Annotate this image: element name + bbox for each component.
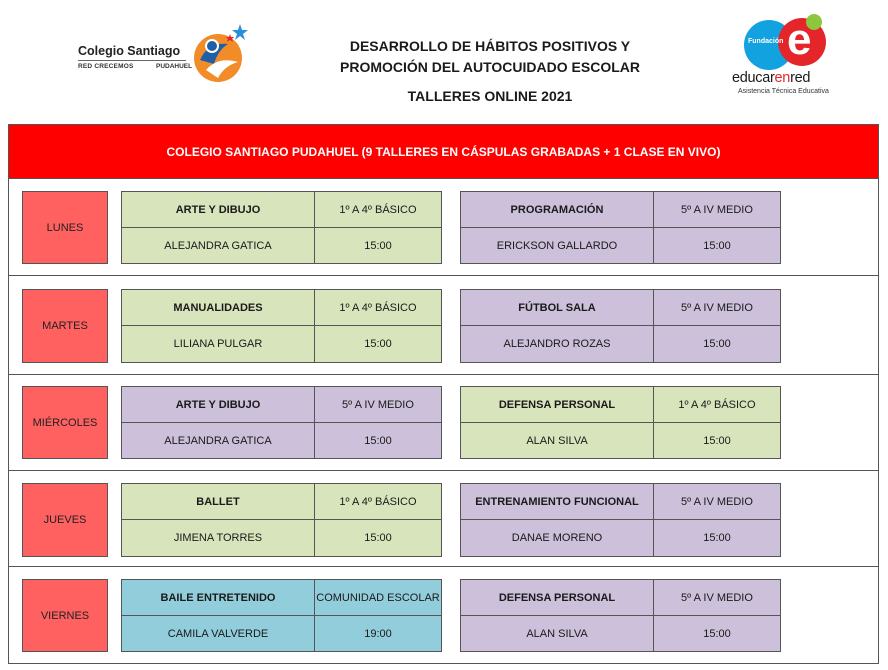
workshop-name: FÚTBOL SALA <box>460 289 654 326</box>
educarenred-logo <box>730 14 840 100</box>
workshop-right <box>460 289 781 363</box>
workshop-teacher: DANAE MORENO <box>460 519 654 557</box>
workshop-level: 1º A 4º BÁSICO <box>314 191 442 228</box>
workshop-teacher: ALEJANDRA GATICA <box>121 422 315 459</box>
workshop-time: 15:00 <box>314 227 442 264</box>
logo-tagline: Asistencia Técnica Educativa <box>738 88 829 95</box>
school-logo-divider <box>78 60 186 61</box>
workshop-right <box>460 483 781 557</box>
school-logo-name: Colegio Santiago <box>78 44 181 58</box>
workshop-level: COMUNIDAD ESCOLAR <box>314 579 442 616</box>
workshop-name: PROGRAMACIÓN <box>460 191 654 228</box>
workshop-teacher: ALEJANDRA GATICA <box>121 227 315 264</box>
day-section-0 <box>9 179 878 276</box>
workshop-level: 5º A IV MEDIO <box>653 483 781 520</box>
day-section-2 <box>9 375 878 471</box>
logo-fundacion-text: Fundación <box>748 38 784 45</box>
day-label: LUNES <box>22 191 108 264</box>
workshop-level: 5º A IV MEDIO <box>314 386 442 423</box>
workshop-left <box>121 289 442 363</box>
workshop-time: 15:00 <box>314 519 442 557</box>
school-logo-sub-left: RED CRECEMOS <box>78 63 134 70</box>
workshop-name: DEFENSA PERSONAL <box>460 579 654 616</box>
workshop-right <box>460 191 781 264</box>
workshop-left <box>121 386 442 459</box>
workshop-teacher: ALAN SILVA <box>460 422 654 459</box>
day-section-4 <box>9 567 878 663</box>
workshop-name: MANUALIDADES <box>121 289 315 326</box>
workshop-teacher: CAMILA VALVERDE <box>121 615 315 652</box>
workshop-time: 19:00 <box>314 615 442 652</box>
workshop-time: 15:00 <box>653 325 781 363</box>
brand-part-3: red <box>790 70 811 86</box>
page-header <box>0 0 888 120</box>
workshop-time: 15:00 <box>653 227 781 264</box>
workshop-name: ENTRENAMIENTO FUNCIONAL <box>460 483 654 520</box>
day-label: MIÉRCOLES <box>22 386 108 459</box>
workshop-left <box>121 579 442 652</box>
workshop-level: 5º A IV MEDIO <box>653 579 781 616</box>
workshop-name: ARTE Y DIBUJO <box>121 386 315 423</box>
workshop-level: 5º A IV MEDIO <box>653 191 781 228</box>
title-line-2: PROMOCIÓN DEL AUTOCUIDADO ESCOLAR <box>340 59 640 75</box>
workshop-teacher: JIMENA TORRES <box>121 519 315 557</box>
day-section-3 <box>9 471 878 567</box>
workshop-name: BALLET <box>121 483 315 520</box>
day-label: JUEVES <box>22 483 108 557</box>
workshop-level: 5º A IV MEDIO <box>653 289 781 326</box>
workshop-level: 1º A 4º BÁSICO <box>653 386 781 423</box>
workshop-time: 15:00 <box>314 422 442 459</box>
brand-part-2: en <box>774 70 791 86</box>
day-section-1 <box>9 276 878 375</box>
workshop-time: 15:00 <box>653 615 781 652</box>
logo-e-letter: e <box>787 15 812 64</box>
logo-brand-text <box>732 70 810 86</box>
workshop-right <box>460 579 781 652</box>
workshop-teacher: LILIANA PULGAR <box>121 325 315 363</box>
workshop-time: 15:00 <box>314 325 442 363</box>
workshop-time: 15:00 <box>653 519 781 557</box>
document-title-block <box>300 36 680 104</box>
schedule-banner: COLEGIO SANTIAGO PUDAHUEL (9 TALLERES EN CÁSPULAS GRABADAS + 1 CLASE EN VIVO) <box>9 125 878 179</box>
workshop-name: BAILE ENTRETENIDO <box>121 579 315 616</box>
workshop-level: 1º A 4º BÁSICO <box>314 483 442 520</box>
workshop-name: ARTE Y DIBUJO <box>121 191 315 228</box>
workshop-name: DEFENSA PERSONAL <box>460 386 654 423</box>
workshop-teacher: ALAN SILVA <box>460 615 654 652</box>
colegio-santiago-logo <box>74 20 249 90</box>
day-label: MARTES <box>22 289 108 363</box>
brand-part-1: educar <box>732 70 775 86</box>
workshop-level: 1º A 4º BÁSICO <box>314 289 442 326</box>
schedule-table <box>8 124 879 664</box>
title-line-1: DESARROLLO DE HÁBITOS POSITIVOS Y <box>349 38 631 54</box>
day-label: VIERNES <box>22 579 108 652</box>
title-line-3: TALLERES ONLINE 2021 <box>407 88 573 104</box>
school-emblem-icon <box>188 20 250 86</box>
workshop-right <box>460 386 781 459</box>
workshop-teacher: ALEJANDRO ROZAS <box>460 325 654 363</box>
school-logo-sub-right: PUDAHUEL <box>156 63 193 70</box>
workshop-time: 15:00 <box>653 422 781 459</box>
workshop-left <box>121 191 442 264</box>
workshop-teacher: ERICKSON GALLARDO <box>460 227 654 264</box>
workshop-left <box>121 483 442 557</box>
